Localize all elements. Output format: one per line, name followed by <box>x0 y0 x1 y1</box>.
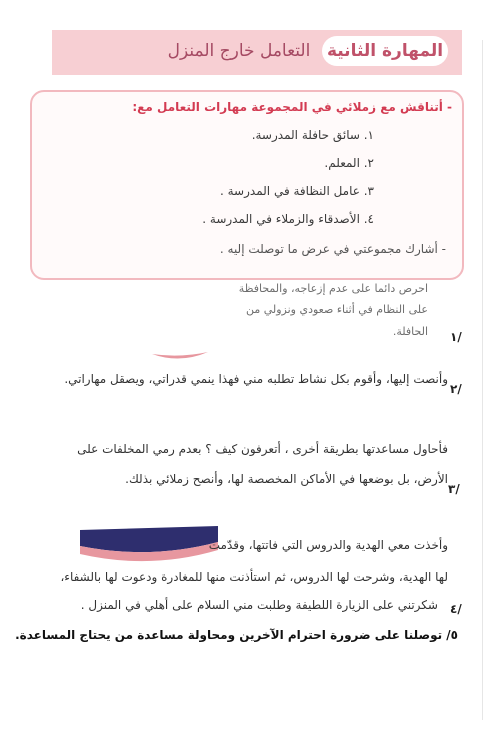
navy-wave-decoration <box>80 520 218 568</box>
activity-share: - أشارك مجموعتي في عرض ما توصلت إليه . <box>219 242 446 256</box>
answer-3-number: ٣/ <box>448 482 460 496</box>
conclusion-text: ٥/ توصلنا على ضرورة احترام الآخرين ومحاولة مساعدة من يحتاج المساعدة. <box>15 628 458 642</box>
answer-1-line-2: على النظام في أثناء صعودي ونزولي من <box>245 303 428 316</box>
pink-swoosh-decoration <box>150 348 210 364</box>
activity-item-1: ١. سائق حافلة المدرسة. <box>251 128 374 142</box>
activity-intro: - أتناقش مع زملائي في المجموعة مهارات التعامل مع: <box>132 100 452 114</box>
answer-4-number: ٤/ <box>450 602 462 616</box>
answer-4-line-3: شكرتني على الزيارة اللطيفة وطلبت مني السلام على أهلي في المنزل . <box>80 598 438 612</box>
activity-box <box>30 90 464 280</box>
answer-4-line-1: وأخذت معي الهدية والدروس التي فاتتها، وقدّمت <box>208 538 448 552</box>
page-edge-line <box>482 40 483 720</box>
answer-4-line-2: لها الهدية، وشرحت لها الدروس، ثم استأذنت منها للمغادرة ودعوت لها بالشفاء، <box>60 570 448 584</box>
skill-label-pill <box>322 36 448 66</box>
answer-2-number: ٢/ <box>450 382 462 396</box>
skill-title <box>160 36 318 66</box>
activity-item-2: ٢. المعلم. <box>324 156 374 170</box>
skill-label: المهارة الثانية <box>326 41 444 61</box>
answer-2-text: وأنصت إليها، وأقوم بكل نشاط تطلبه مني فهذا ينمي قدراتي، ويصقل مهاراتي. <box>64 372 448 386</box>
answer-3-line-2: الأرض، بل بوضعها في الأماكن المخصصة لها، وأنصح زملائي بذلك. <box>125 472 448 486</box>
answer-1-line-1: احرص دائما على عدم إزعاجه، والمحافظة <box>238 282 428 295</box>
answer-1-line-3: الحافلة. <box>392 325 428 338</box>
activity-item-3: ٣. عامل النظافة في المدرسة . <box>219 184 374 198</box>
activity-item-4: ٤. الأصدقاء والزملاء في المدرسة . <box>202 212 374 226</box>
skill-title-text: التعامل خارج المنزل <box>167 41 311 61</box>
answer-1-number: ١/ <box>450 330 462 344</box>
answer-3-line-1: فأحاول مساعدتها بطريقة أخرى ، أتعرفون كيف ؟ بعدم رمي المخلفات على <box>77 442 448 456</box>
